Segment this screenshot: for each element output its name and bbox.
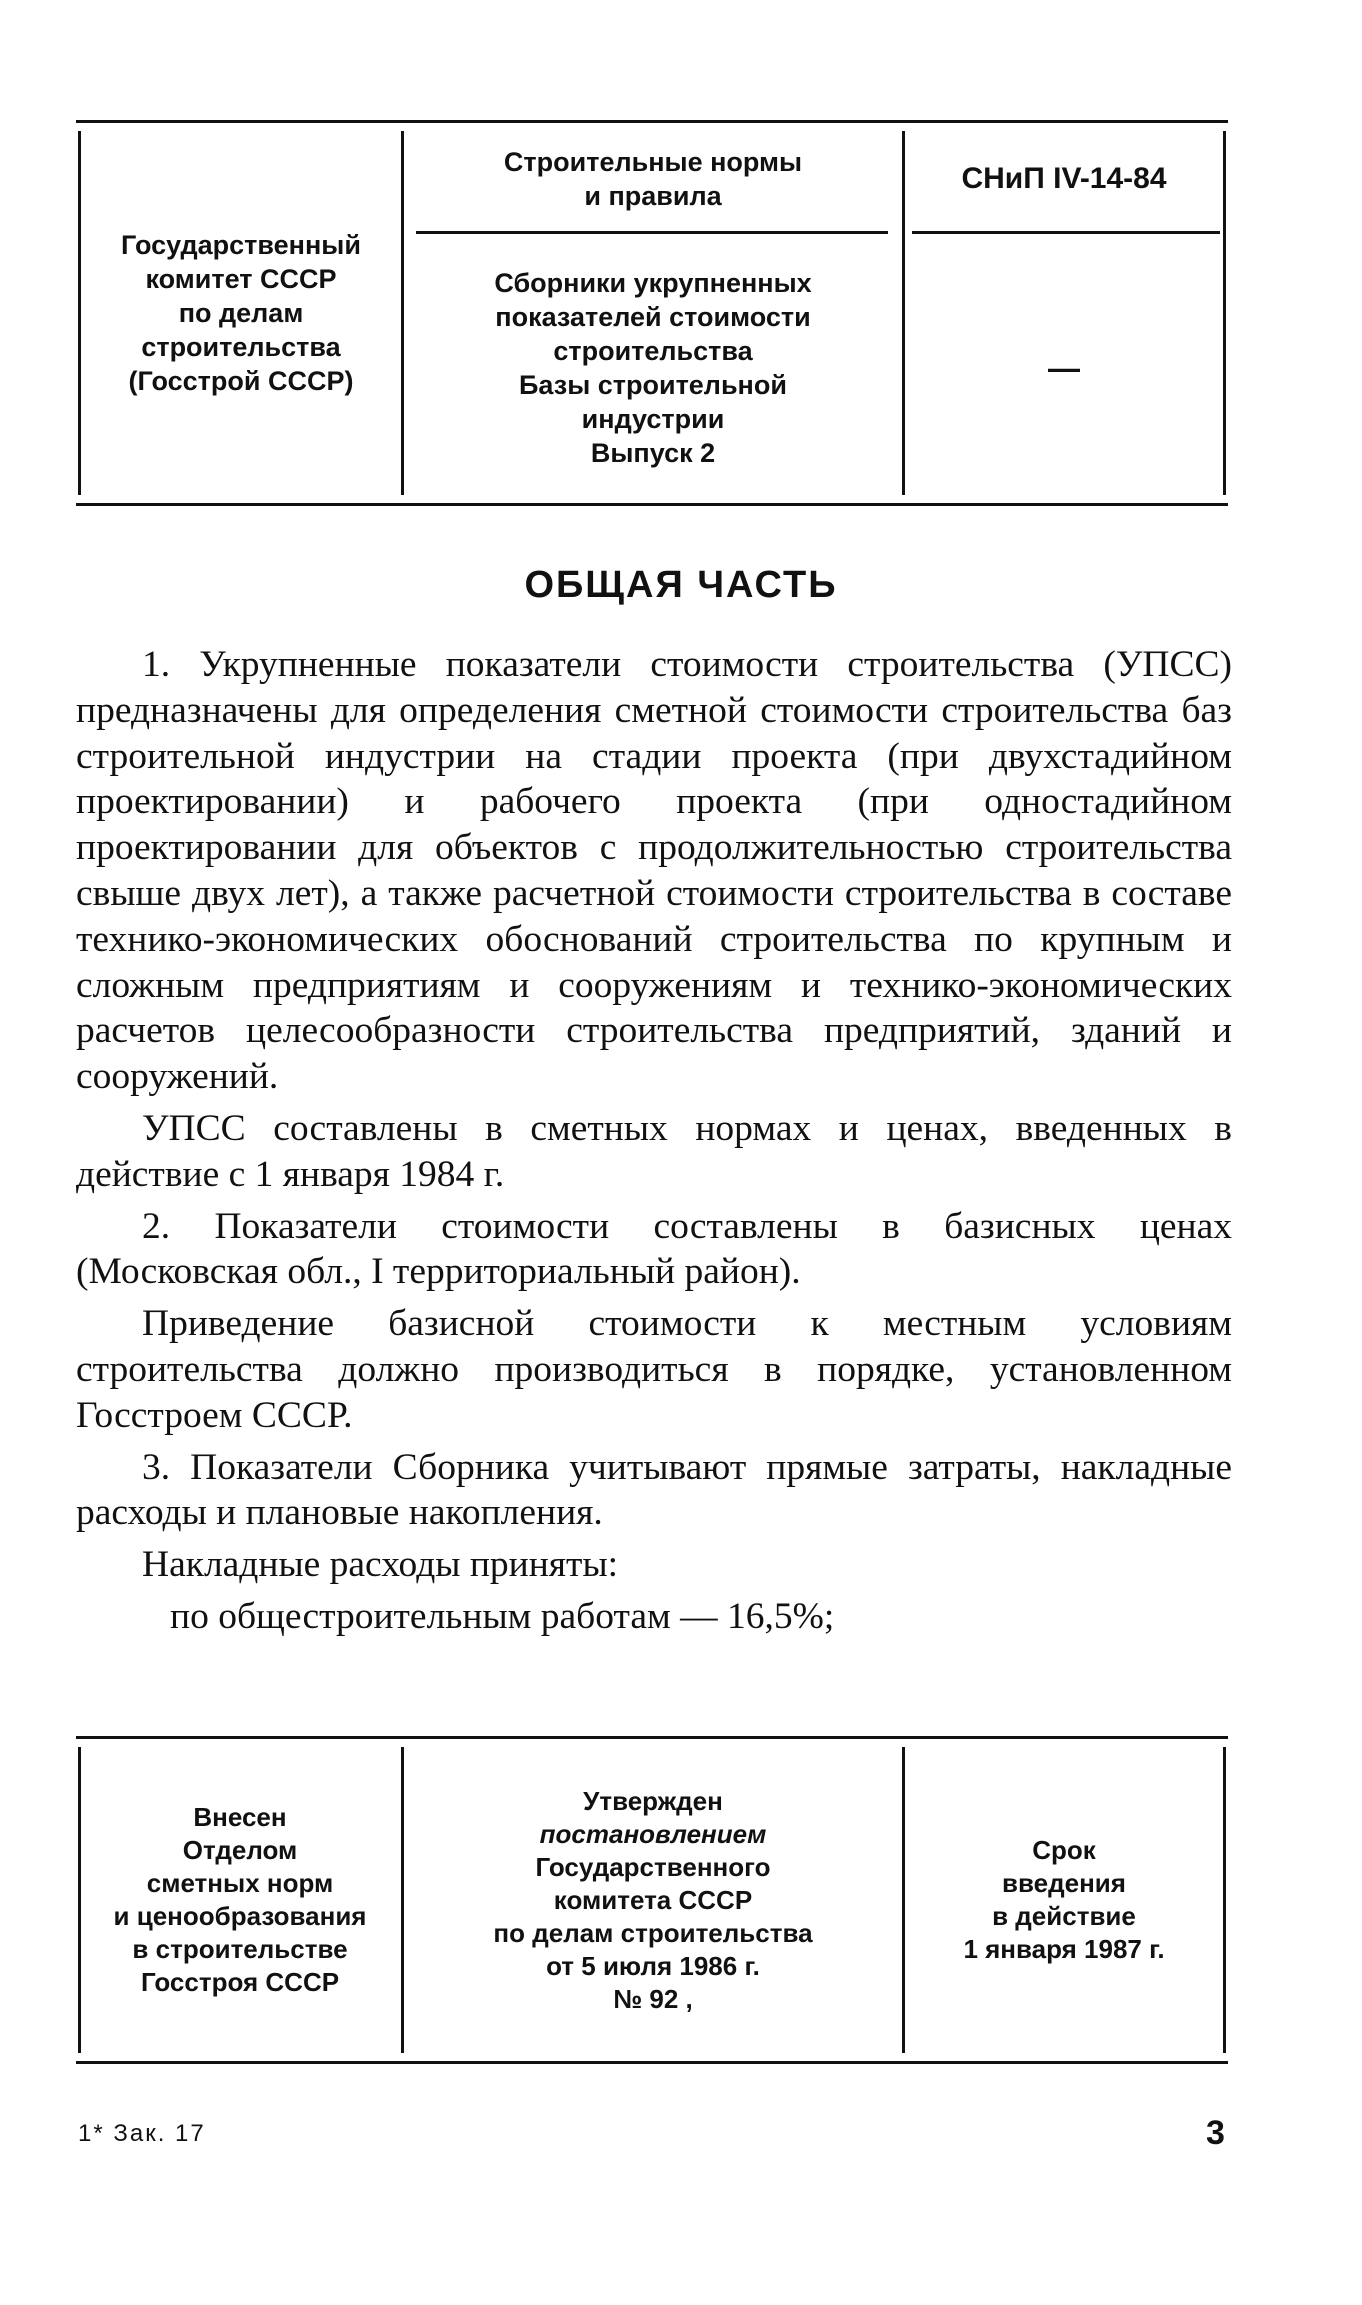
- approved-line: Государственного: [535, 1851, 771, 1882]
- introduced-line: Отделом: [182, 1835, 298, 1865]
- table-border-left: [78, 131, 81, 495]
- effective-line: Срок: [1032, 1835, 1096, 1865]
- order-note: 1* Зак. 17: [78, 2120, 206, 2147]
- approved-line: комитета СССР: [553, 1884, 753, 1915]
- paragraph-upss-prices: УПСС составлены в сметных нормах и ценах, введенных в действие с 1 января 1984 г.: [76, 1107, 1232, 1195]
- approved-title: Утвержден: [583, 1785, 723, 1816]
- document-code: СНиП IV-14-84: [961, 162, 1167, 195]
- paragraph-overhead-rate: по общестроительным работам — 16,5%;: [170, 1595, 835, 1637]
- introduced-line: и ценообразования: [113, 1901, 367, 1931]
- introduced-line: сметных норм: [146, 1868, 334, 1898]
- section-title: ОБЩАЯ ЧАСТЬ: [524, 564, 838, 606]
- collection-title: Сборники укрупненных показателей стоимости строительства Базы строительной индустрии Выпуск 2: [494, 268, 812, 468]
- code-dash: —: [1048, 350, 1080, 386]
- introduced-by-cell: [80, 1739, 400, 2061]
- approved-date: от 5 июля 1986 г.: [546, 1950, 760, 1981]
- effective-date-cell: [906, 1739, 1222, 2061]
- paragraph-overheads: Накладные расходы приняты:: [142, 1544, 619, 1586]
- introduced-line: Внесен: [193, 1802, 287, 1832]
- paragraph-1: 1. Укрупненные показатели стоимости строительства (УПСС) предназначены для определения сметной стоимости строительства баз строительной индустрии на стадии проекта (при двухстадийном проектировании) и рабочего проекта (при одностадийном проектировании для объектов с продолжительностью строительства свыше двух лет), а также расчетной стоимости строительства в составе технико-экономических обоснований строительства по крупным и сложным предприятиям и сооружениям и технико-экономических расчетов целесообразности строительства предприятий, зданий и сооружений.: [76, 644, 1232, 1098]
- approved-number: № 92 ,: [613, 1983, 693, 2014]
- introduced-line: в строительстве: [132, 1934, 348, 1964]
- table-divider: [902, 1747, 905, 2053]
- page-number: 3: [1206, 2114, 1225, 2152]
- norms-title: Строительные нормы и правила: [503, 147, 803, 211]
- effective-line: в действие: [992, 1901, 1136, 1931]
- approved-by-cell: [406, 1739, 900, 2061]
- approved-line: по делам строительства: [493, 1917, 813, 1948]
- introduced-line: Госстроя СССР: [140, 1967, 340, 1997]
- paragraph-local-conditions: Приведение базисной стоимости к местным условиям строительства должно производиться в порядке, установленном Госстроем СССР.: [76, 1303, 1232, 1436]
- paragraph-3: 3. Показатели Сборника учитывают прямые затраты, накладные расходы и плановые накопления.: [76, 1446, 1232, 1534]
- cell-separator: [912, 231, 1220, 234]
- effective-line: введения: [1002, 1868, 1126, 1898]
- effective-date: 1 января 1987 г.: [963, 1934, 1165, 1964]
- table-divider: [902, 131, 905, 495]
- issuing-organization: Государственный комитет СССР по делам строительства (Госстрой СССР): [121, 230, 361, 396]
- table-border-right: [1223, 1747, 1226, 2053]
- table-border-right: [1223, 131, 1226, 495]
- table-divider: [401, 131, 404, 495]
- cell-separator: [416, 231, 888, 234]
- paragraph-2: 2. Показатели стоимости составлены в базисных ценах (Московская обл., I территориальный район).: [76, 1205, 1232, 1293]
- document-header-table: [76, 120, 1228, 506]
- table-divider: [401, 1747, 404, 2053]
- approval-table: [76, 1736, 1228, 2064]
- general-part-text: [76, 642, 1232, 1640]
- approved-resolution: постановлением: [539, 1818, 767, 1849]
